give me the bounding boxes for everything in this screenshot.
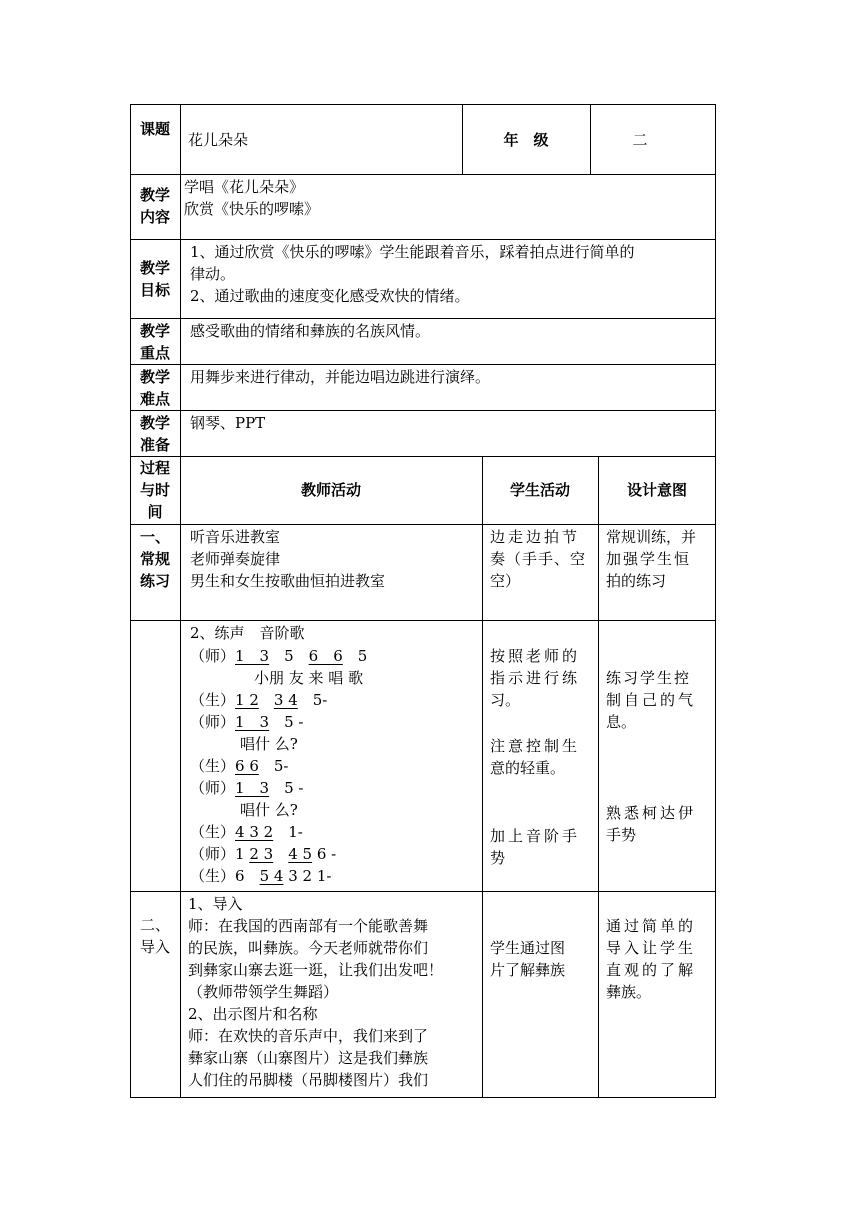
section1b-student-line: 加上音阶手 bbox=[490, 827, 581, 845]
student-activity-header: 学生活动 bbox=[509, 481, 570, 499]
section1b-student-line: 按照老师的 bbox=[490, 647, 581, 665]
section1b-design-line: 练习学生控 bbox=[606, 669, 692, 687]
section2-teacher-line: 师：在我国的西南部有一个能歌善舞 bbox=[188, 917, 429, 935]
section1b-design-line: 熟悉柯达伊 bbox=[606, 804, 697, 822]
section2-teacher-line: 1、导入 bbox=[188, 895, 243, 913]
section1-design-line: 加强学生恒 bbox=[606, 550, 692, 568]
section1b-design-line: 手势 bbox=[606, 826, 637, 844]
section1b-design-line: 息。 bbox=[606, 713, 637, 731]
column-divider bbox=[482, 456, 483, 1098]
section1b-design-line: 制自己的气 bbox=[606, 691, 697, 709]
difficulty-label: 教学难点 bbox=[139, 368, 170, 408]
key-label: 教学重点 bbox=[139, 322, 170, 362]
section1-student-line: 空） bbox=[490, 572, 521, 590]
row-divider bbox=[130, 620, 716, 621]
row-divider bbox=[130, 364, 716, 365]
section2-design-line: 导入让学生 bbox=[606, 939, 697, 957]
row-divider bbox=[130, 456, 716, 457]
section1-label: 一、常规练习 bbox=[139, 528, 170, 590]
goals-line: 律动。 bbox=[190, 265, 236, 283]
scale-line: （生）6 5 4 3 2 1- bbox=[190, 867, 332, 885]
scale-song-title: 2、练声 音阶歌 bbox=[190, 624, 305, 642]
section2-teacher-line: （教师带领学生舞蹈） bbox=[188, 983, 339, 1001]
section2-design-line: 彝族。 bbox=[606, 983, 652, 1001]
section2-teacher-line: 彝家山寨（山寨图片）这是我们彝族 bbox=[188, 1049, 429, 1067]
scale-line: （师）1 3 5 - bbox=[190, 779, 304, 797]
column-divider bbox=[598, 456, 599, 1098]
section2-label: 二、导入 bbox=[139, 916, 170, 956]
section1b-student-line: 指示进行练 bbox=[490, 669, 581, 687]
row-divider bbox=[130, 524, 716, 525]
content-label: 教学内容 bbox=[139, 186, 170, 226]
section1-student-line: 奏（手手、空 bbox=[490, 550, 587, 568]
scale-line: （师）1 3 5 - bbox=[190, 713, 304, 731]
section2-student-line: 片了解彝族 bbox=[490, 961, 566, 979]
row-divider bbox=[130, 318, 716, 319]
section1-teacher-line: 听音乐进教室 bbox=[190, 528, 281, 546]
goals-label: 教学目标 bbox=[139, 259, 170, 299]
teacher-activity-header: 教师活动 bbox=[300, 481, 361, 499]
scale-lyric: 唱什 么? bbox=[240, 801, 298, 819]
topic-label: 课题 bbox=[139, 120, 170, 138]
section2-student-line: 学生通过图 bbox=[490, 939, 566, 957]
section2-teacher-line: 2、出示图片和名称 bbox=[188, 1005, 318, 1023]
scale-line: （师）1 3 5 6 6 5 bbox=[190, 647, 368, 665]
design-intent-header: 设计意图 bbox=[626, 481, 687, 499]
scale-lyric: 小朋 友 来 唱 歌 bbox=[254, 669, 364, 687]
section1b-student-line: 注意控制生 bbox=[490, 737, 581, 755]
scale-line: （生）6 6 5- bbox=[190, 757, 289, 775]
section2-design-line: 直观的了解 bbox=[606, 961, 697, 979]
section2-design-line: 通过简单的 bbox=[606, 917, 697, 935]
row-divider bbox=[130, 410, 716, 411]
scale-lyric: 唱什 么? bbox=[240, 735, 298, 753]
content-line: 学唱《花儿朵朵》 bbox=[184, 178, 305, 196]
row-divider bbox=[130, 891, 716, 892]
section1-design-line: 拍的练习 bbox=[606, 572, 667, 590]
difficulty-text: 用舞步来进行律动，并能边唱边跳进行演绎。 bbox=[190, 368, 491, 386]
section2-teacher-line: 人们住的吊脚楼（吊脚楼图片）我们 bbox=[188, 1071, 429, 1089]
topic-value: 花儿朵朵 bbox=[188, 131, 249, 149]
scale-line: （师）1 2 3 4 5 6 - bbox=[190, 845, 337, 863]
section1-teacher-line: 老师弹奏旋律 bbox=[190, 550, 281, 568]
section1-design-line: 常规训练，并 bbox=[606, 528, 697, 546]
goals-line: 2、通过歌曲的速度变化感受欢快的情绪。 bbox=[190, 287, 470, 305]
section2-teacher-line: 师：在欢快的音乐声中，我们来到了 bbox=[188, 1027, 429, 1045]
prep-text: 钢琴、PPT bbox=[190, 414, 266, 432]
grade-label: 年 级 bbox=[503, 131, 549, 149]
label-column-divider bbox=[180, 104, 181, 1098]
row-divider bbox=[130, 174, 716, 175]
row-divider bbox=[130, 239, 716, 240]
scale-line: （生）4 3 2 1- bbox=[190, 823, 303, 841]
content-line: 欣赏《快乐的啰嗦》 bbox=[184, 200, 320, 218]
scale-line: （生）1 2 3 4 5- bbox=[190, 691, 328, 709]
section1-teacher-line: 男生和女生按歌曲恒拍进教室 bbox=[190, 572, 386, 590]
section2-teacher-line: 的民族，叫彝族。今天老师就带你们 bbox=[188, 939, 429, 957]
process-label: 过程与时间 bbox=[139, 459, 170, 521]
key-text: 感受歌曲的情绪和彝族的名族风情。 bbox=[190, 322, 431, 340]
goals-line: 1、通过欣赏《快乐的啰嗦》学生能跟着音乐，踩着拍点进行简单的 bbox=[190, 243, 635, 261]
grade-value: 二 bbox=[632, 131, 648, 149]
section1b-student-line: 习。 bbox=[490, 691, 521, 709]
section1b-student-line: 意的轻重。 bbox=[490, 759, 566, 777]
section2-teacher-line: 到彝家山寨去逛一逛，让我们出发吧！ bbox=[188, 961, 444, 979]
section1b-student-line: 势 bbox=[490, 849, 506, 867]
section1-student-line: 边走边拍节 bbox=[490, 528, 581, 546]
prep-label: 教学准备 bbox=[139, 414, 170, 454]
